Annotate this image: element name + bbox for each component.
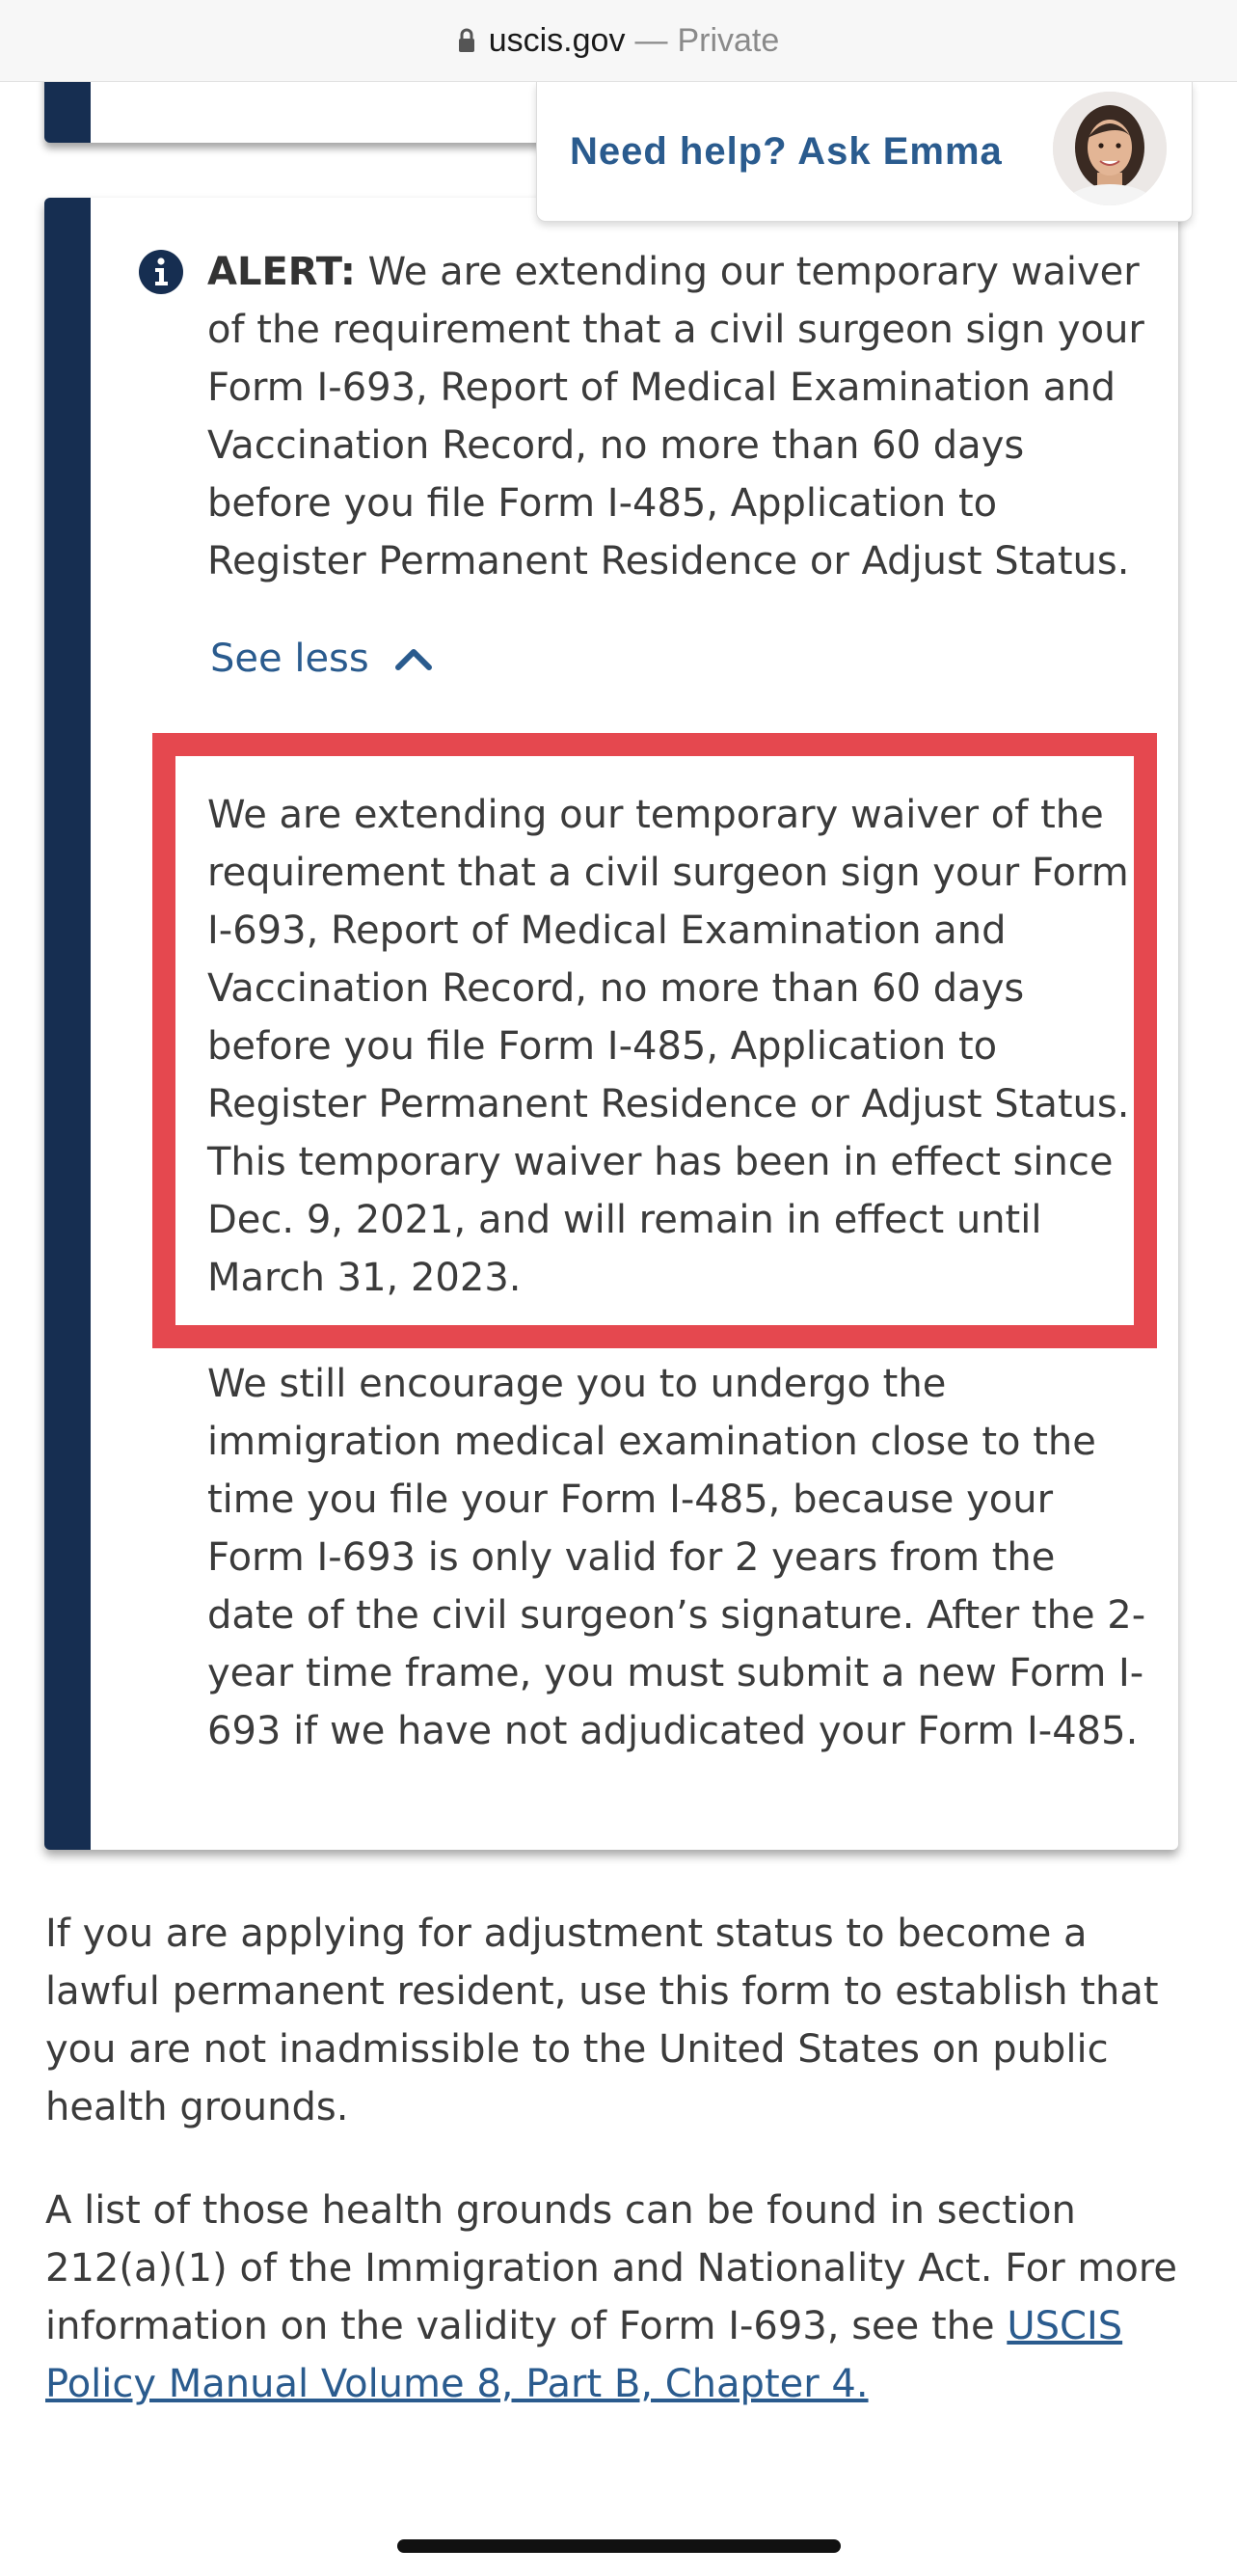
emma-avatar[interactable] bbox=[1053, 92, 1167, 205]
body-paragraph-2-text: A list of those health grounds can be found in section 212(a)(1) of the Immigration and Nationality Act. For more information on the validity of Form I-693, see the bbox=[45, 2188, 1178, 2348]
body-paragraph-2 bbox=[45, 2182, 1193, 2413]
alert-summary-text: We are extending our temporary waiver of the requirement that a civil surgeon sign your Form I-693, Report of Medical Examination and Vaccination Record, no more than 60 days before you file Form I-485, Application to Register Permanent Residence or Adjust Status. bbox=[207, 250, 1144, 583]
browser-url-bar[interactable] bbox=[0, 0, 1237, 82]
lock-icon bbox=[458, 28, 475, 53]
alert-summary bbox=[207, 243, 1152, 590]
chat-help-widget[interactable] bbox=[536, 82, 1193, 222]
see-less-toggle[interactable] bbox=[210, 637, 433, 681]
alert-detail-paragraph-1: We are extending our temporary waiver of the requirement that a civil surgeon sign your Form I-693, Report of Medical Examination and Vaccination Record, no more than 60 days before you file Form I-485, Application to Register Permanent Residence or Adjust Status. This temporary waiver has been in effect since Dec. 9, 2021, and will remain in effect until March 31, 2023. bbox=[207, 793, 1130, 1300]
policy-manual-link[interactable]: USCIS Policy Manual Volume 8, Part B, Chapter 4. bbox=[45, 2304, 1123, 2406]
alert-detail-paragraph-2: We still encourage you to undergo the immigration medical examination close to the time you file your Form I-485, because your Form I-693 is only valid for 2 years from the date of the civil surgeon’s signature. After the 2-year time frame, you must submit a new Form I-693 if we have not adjudicated your Form I-485. bbox=[207, 1362, 1146, 1753]
see-less-label[interactable]: See less bbox=[210, 637, 369, 681]
info-icon bbox=[138, 249, 184, 295]
url-separator: — bbox=[634, 21, 668, 59]
chat-help-label[interactable]: Need help? Ask Emma bbox=[570, 129, 1003, 173]
url-domain: uscis.gov bbox=[488, 21, 626, 59]
home-indicator[interactable] bbox=[397, 2539, 841, 2553]
alert-label: ALERT: bbox=[207, 250, 356, 294]
private-mode-label: Private bbox=[677, 21, 780, 59]
chevron-up-icon[interactable] bbox=[394, 646, 433, 671]
body-paragraph-1: If you are applying for adjustment status to become a lawful permanent resident, use this form to establish that you are not inadmissible to the United States on public health grounds. bbox=[45, 1912, 1159, 2129]
emma-portrait-icon bbox=[1053, 92, 1167, 205]
